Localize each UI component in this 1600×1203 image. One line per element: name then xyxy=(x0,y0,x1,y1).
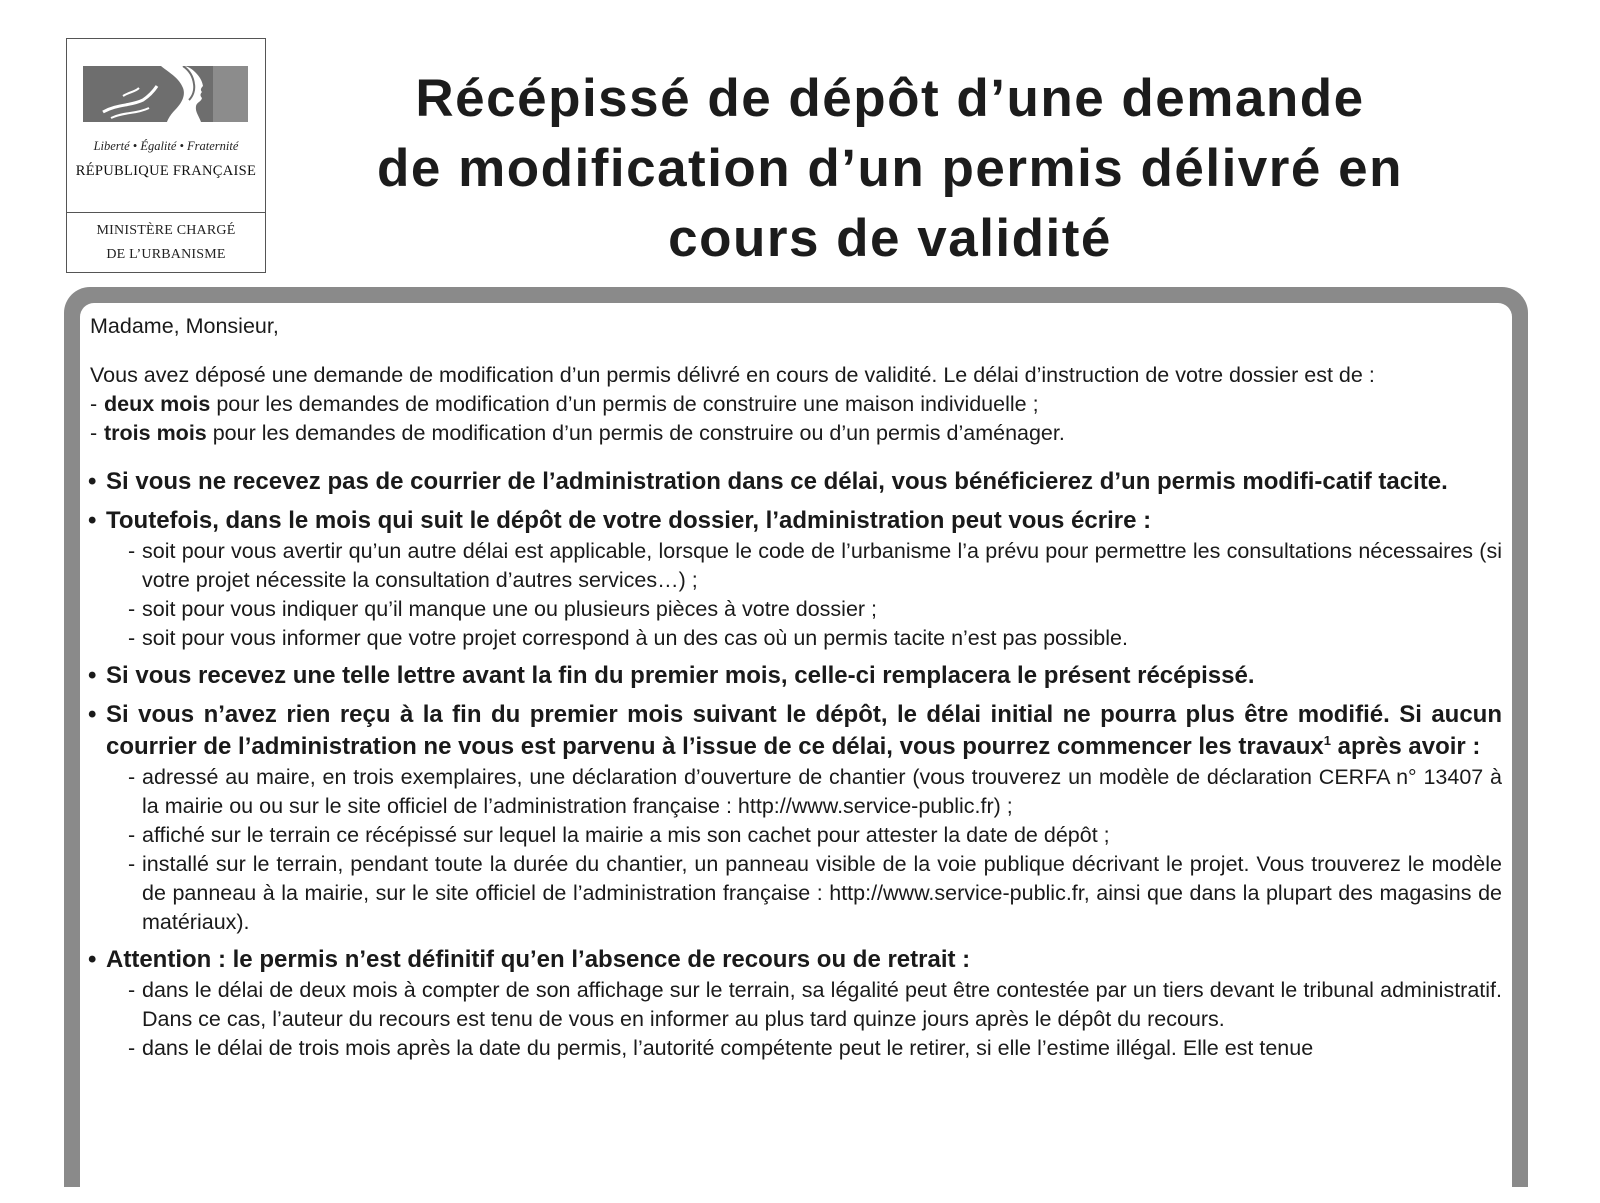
sub-list-item: - dans le délai de deux mois à compter de son affichage sur le terrain, sa légalité peut être contestée par un tiers devant le tribunal administratif. Dans ce cas, l’auteur du recours est tenu de vous en informer au plus tard quinze jours après le dépôt du recours. xyxy=(90,976,1502,1034)
bullet-tacit-permit xyxy=(90,466,1502,498)
title-line-2: de modification d’un permis délivré en xyxy=(377,139,1403,198)
sub-list-item: - affiché sur le terrain ce récépissé sur lequel la mairie a mis son cachet pour attester la date de dépôt ; xyxy=(90,821,1502,850)
bullet-letter-replaces xyxy=(90,660,1502,692)
bullet-start-works xyxy=(90,699,1502,937)
intro-block xyxy=(90,361,1502,448)
bullet-text xyxy=(90,699,1502,763)
sub-list-item: - dans le délai de trois mois après la date du permis, l’autorité compétente peut le retirer, si elle l’estime illégal. Elle est tenue xyxy=(90,1034,1502,1063)
marianne-emblem-icon xyxy=(83,66,248,122)
title-line-3: cours de validité xyxy=(668,209,1112,268)
document-body xyxy=(90,312,1502,1070)
bullet-text: • Attention : le permis n’est définitif qu’en l’absence de recours ou de retrait : xyxy=(90,944,1502,976)
ministere-line-2: DE L’URBANISME xyxy=(106,247,226,262)
sub-list-item: - installé sur le terrain, pendant toute la durée du chantier, un panneau visible de la voie publique décrivant le projet. Vous trouverez le modèle de panneau à la mairie, sur le site officiel de l’administration française : http://www.service-public.fr, ainsi que dans la plupart des magasins de matériaux). xyxy=(90,850,1502,937)
bullet-text: • Si vous ne recevez pas de courrier de l’administration dans ce délai, vous bénéficierez d’un permis modifi-catif tacite. xyxy=(90,466,1502,498)
sub-list-item: - soit pour vous avertir qu’un autre délai est applicable, lorsque le code de l’urbanisme l’a prévu pour permettre les consultations nécessaires (si votre projet nécessite la consultation d’autres services…) ; xyxy=(90,537,1502,595)
bullet-text-part: Si vous n’avez rien reçu à la fin du premier mois suivant le dépôt, le délai initial ne pourra plus être modifié. Si aucun courrier de l’administration ne vous est parvenu à l’issue de ce délai, vous pourrez commencer les travaux xyxy=(106,701,1502,760)
bullet-administration-may-write xyxy=(90,505,1502,653)
intro-paragraph: Vous avez déposé une demande de modification d’un permis délivré en cours de validité. Le délai d’instruction de votre dossier est de : xyxy=(90,363,1375,387)
document-title xyxy=(290,64,1490,274)
bullet-text: • Toutefois, dans le mois qui suit le dépôt de votre dossier, l’administration peut vous écrire : xyxy=(90,505,1502,537)
bullet-text-part: après avoir : xyxy=(1331,733,1481,760)
logo-emblem-area xyxy=(67,39,265,213)
sub-list-item: - soit pour vous indiquer qu’il manque une ou plusieurs pièces à votre dossier ; xyxy=(90,595,1502,624)
sub-list-item: - adressé au maire, en trois exemplaires, une déclaration d’ouverture de chantier (vous trouverez un modèle de déclaration CERFA n° 13407 à la mairie ou ou sur le site officiel de l’administration française : http://www.service-public.fr) ; xyxy=(90,763,1502,821)
motto-text: Liberté • Égalité • Fraternité xyxy=(93,139,239,153)
delay-item-bold: trois mois xyxy=(104,421,207,445)
ministere-text xyxy=(67,213,265,267)
sub-list xyxy=(90,763,1502,937)
bullet-attention xyxy=(90,944,1502,1063)
delay-item-rest: pour les demandes de modification d’un permis de construire ou d’un permis d’aménager. xyxy=(206,421,1065,445)
bullet-text: • Si vous recevez une telle lettre avant la fin du premier mois, celle-ci remplacera le présent récépissé. xyxy=(90,660,1502,692)
delay-item-three-months xyxy=(90,419,1502,448)
title-line-1: Récépissé de dépôt d’une demande xyxy=(415,69,1365,128)
republique-francaise-text: RÉPUBLIQUE FRANÇAISE xyxy=(75,163,257,179)
delay-item-two-months xyxy=(90,390,1502,419)
sub-list xyxy=(90,537,1502,653)
delay-item-bold: deux mois xyxy=(104,392,211,416)
delay-item-rest: pour les demandes de modification d’un permis de construire une maison individuelle ; xyxy=(210,392,1039,416)
ministere-line-1: MINISTÈRE CHARGÉ xyxy=(96,223,236,238)
footnote-marker: 1 xyxy=(1323,733,1332,748)
sub-list-item: - soit pour vous informer que votre projet correspond à un des cas où un permis tacite n’est pas possible. xyxy=(90,624,1502,653)
sub-list xyxy=(90,976,1502,1063)
republique-logo-box xyxy=(66,38,266,273)
greeting: Madame, Monsieur, xyxy=(90,314,279,338)
